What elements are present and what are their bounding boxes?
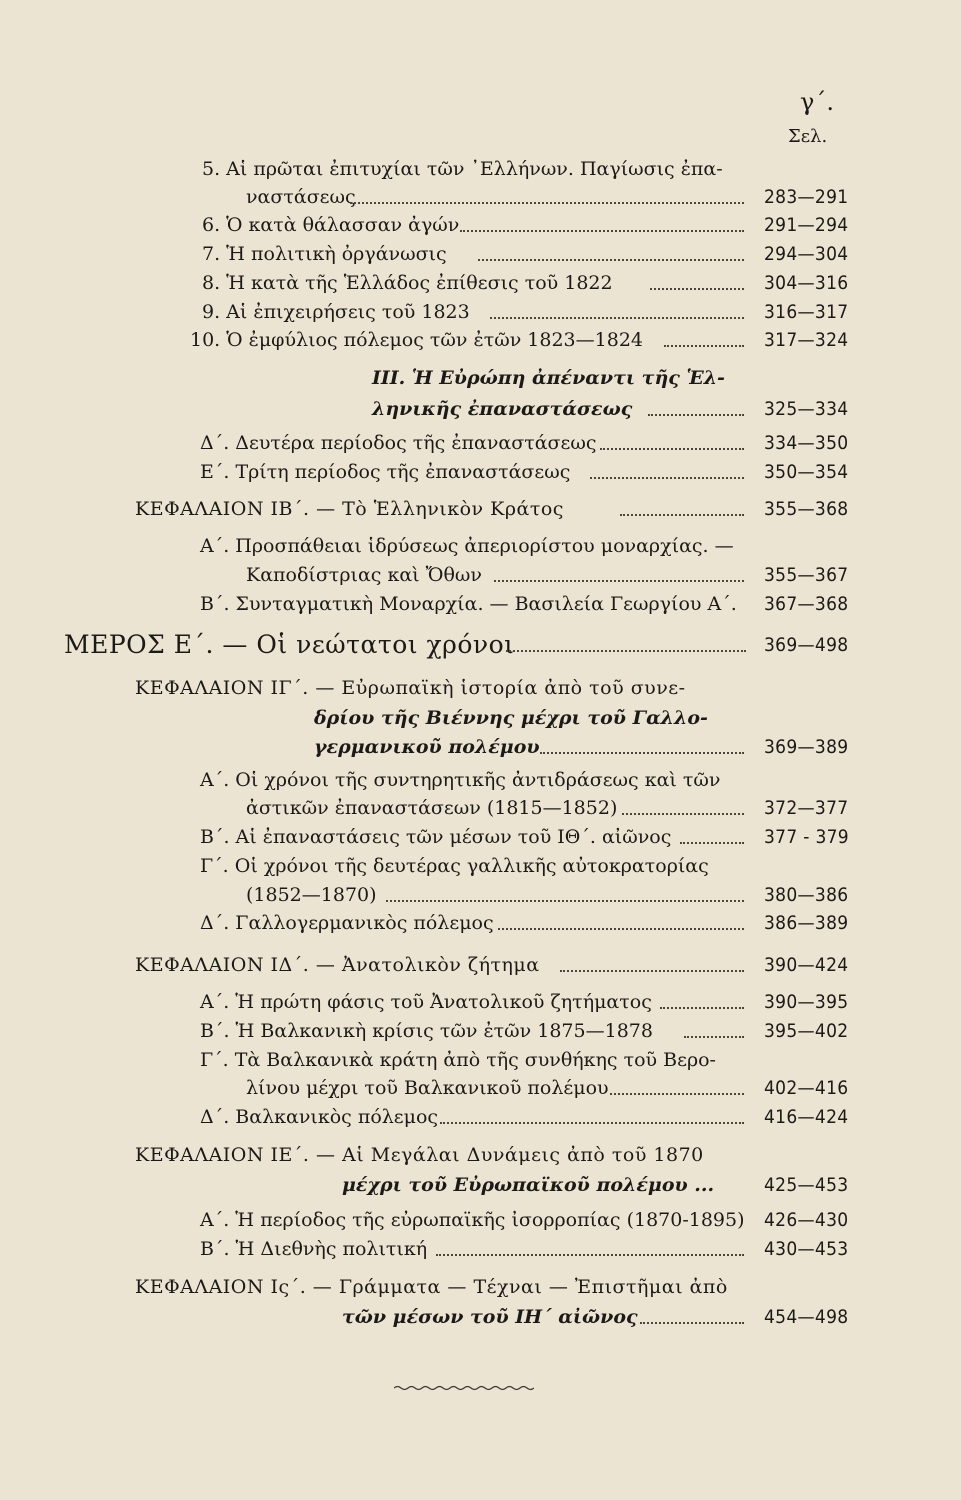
toc-entry: 10. Ὁ ἐμφύλιος πόλεμος τῶν ἐτῶν 1823—1824 317—324 [190, 329, 849, 351]
toc-entry: (1852—1870) 380—386 [246, 884, 849, 906]
toc-entry: 7. Ἡ πολιτικὴ ὀργάνωσις 294—304 [202, 243, 849, 265]
toc-entry: 6. Ὁ κατὰ θάλασσαν ἀγών 291—294 [202, 214, 849, 236]
toc-entry: Β΄. Συνταγματικὴ Μοναρχία. — Βασιλεία Γεωργίου Α΄. 367—368 [200, 593, 849, 615]
page-number: γ΄. [800, 88, 834, 116]
chapter-heading: ΚΕΦΑΛΑΙΟΝ ΙΒ΄. — Τὸ Ἑλληνικὸν Κράτος 355—368 [135, 498, 849, 520]
toc-entry: Β΄. Ἡ Βαλκανικὴ κρίσις τῶν ἐτῶν 1875—1878 395—402 [200, 1020, 849, 1042]
toc-entry: Β΄. Ἡ Διεθνὴς πολιτική 430—453 [200, 1238, 849, 1260]
toc-entry: 8. Ἡ κατὰ τῆς Ἑλλάδος ἐπίθεσις τοῦ 1822 304—316 [202, 272, 849, 294]
toc-entry: μέχρι τοῦ Εὐρωπαϊκοῦ πολέμου ... 425—453 [342, 1174, 849, 1196]
toc-entry: Γ΄. Οἱ χρόνοι τῆς δευτέρας γαλλικῆς αὐτοκρατορίας [200, 855, 709, 877]
toc-entry: Δ΄. Γαλλογερμανικὸς πόλεμος 386—389 [200, 912, 849, 934]
toc-entry: Α΄. Προσπάθειαι ἱδρύσεως ἀπεριορίστου μοναρχίας. — [200, 535, 734, 557]
toc-entry: Γ΄. Τὰ Βαλκανικὰ κράτη ἀπὸ τῆς συνθήκης τοῦ Βερο- [200, 1049, 716, 1071]
toc-entry: Β΄. Αἱ ἐπαναστάσεις τῶν μέσων τοῦ ΙΘ΄. αἰῶνος 377 - 379 [200, 826, 849, 848]
decorative-wavy-rule [394, 1385, 534, 1391]
chapter-heading: ΚΕΦΑΛΑΙΟΝ ΙΕ΄. — Αἱ Μεγάλαι Δυνάμεις ἀπὸ τοῦ 1870 [135, 1144, 704, 1166]
toc-entry: δρίου τῆς Βιέννης μέχρι τοῦ Γαλλο- [314, 707, 708, 729]
toc-entry: λίνου μέχρι τοῦ Βαλκανικοῦ πολέμου 402—416 [246, 1077, 849, 1099]
toc-entry: ἀστικῶν ἐπαναστάσεων (1815—1852) 372—377 [246, 797, 849, 819]
toc-entry: Α΄. Ἡ περίοδος τῆς εὐρωπαϊκῆς ἰσορροπίας (1870-1895) 426—430 [200, 1209, 849, 1231]
toc-entry: Δ΄. Δευτέρα περίοδος τῆς ἐπαναστάσεως 334—350 [200, 432, 849, 454]
toc-entry: ληνικῆς ἐπαναστάσεως 325—334 [372, 398, 849, 420]
toc-entry: Ε΄. Τρίτη περίοδος τῆς ἐπαναστάσεως 350—354 [200, 461, 849, 483]
toc-entry: 5. Αἱ πρῶται ἐπιτυχίαι τῶν ᾿Ελλήνων. Παγίωσις ἐπα- [202, 158, 723, 180]
toc-entry: Α΄. Ἡ πρώτη φάσις τοῦ Ἀνατολικοῦ ζητήματος 390—395 [200, 991, 849, 1013]
toc-entry: ναστάσεως 283—291 [246, 186, 849, 208]
toc-entry: τῶν μέσων τοῦ ΙΗ΄ αἰῶνος 454—498 [342, 1306, 849, 1328]
toc-entry: Δ΄. Βαλκανικὸς πόλεμος 416—424 [200, 1106, 849, 1128]
toc-entry: III. Ἡ Εὐρώπη ἀπέναντι τῆς Ἑλ- [372, 367, 725, 389]
chapter-heading: ΚΕΦΑΛΑΙΟΝ Ις΄. — Γράμματα — Τέχναι — Ἐπιστῆμαι ἀπὸ [135, 1276, 728, 1298]
toc-entry: 9. Αἱ ἐπιχειρήσεις τοῦ 1823 316—317 [202, 301, 849, 323]
toc-entry: γερμανικοῦ πολέμου 369—389 [314, 736, 849, 758]
page-column-label: Σελ. [788, 126, 828, 147]
toc-entry: Καποδίστριας καὶ Ὄθων 355—367 [246, 564, 849, 586]
chapter-heading: ΚΕΦΑΛΑΙΟΝ ΙΔ΄. — Ἀνατολικὸν ζήτημα 390—424 [135, 954, 849, 976]
part-heading: ΜΕΡΟΣ Ε΄. — Οἱ νεώτατοι χρόνοι 369—498 [64, 630, 849, 659]
chapter-heading: ΚΕΦΑΛΑΙΟΝ ΙΓ΄. — Εὐρωπαϊκὴ ἱστορία ἀπὸ τοῦ συνε- [135, 677, 686, 699]
toc-entry: Α΄. Οἱ χρόνοι τῆς συντηρητικῆς ἀντιδράσεως καὶ τῶν [200, 769, 721, 791]
